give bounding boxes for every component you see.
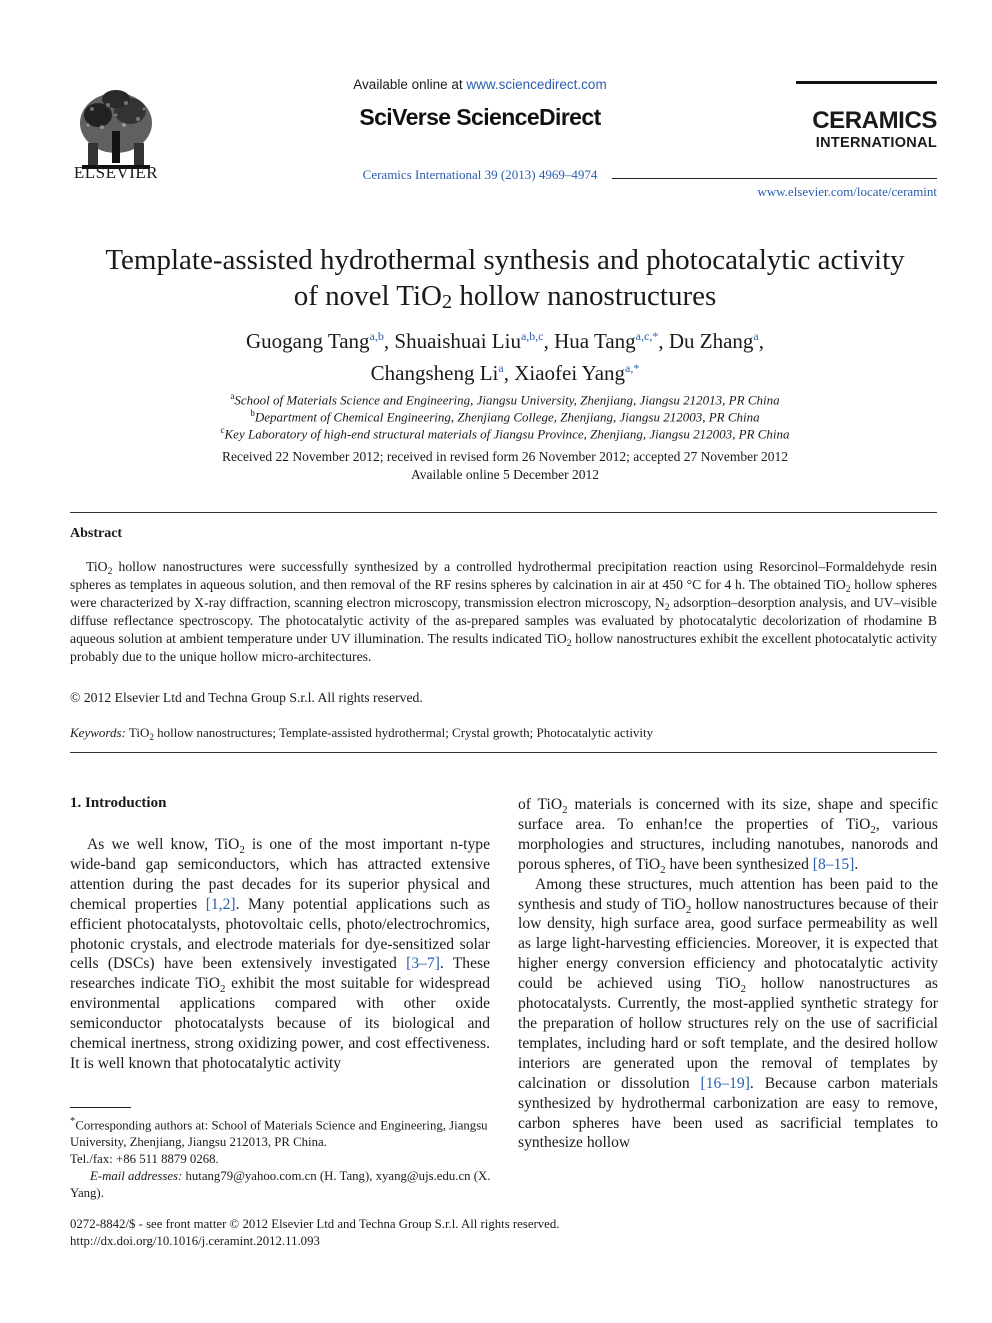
email-label: E-mail addresses: bbox=[90, 1169, 183, 1184]
sciencedirect-link[interactable]: www.sciencedirect.com bbox=[466, 77, 607, 92]
available-online-label: Available online at bbox=[353, 77, 467, 92]
affiliation-key: c bbox=[220, 425, 225, 435]
author-name: Hua Tang bbox=[554, 329, 636, 353]
author-name: Guogang Tang bbox=[246, 329, 370, 353]
author-separator: , bbox=[503, 361, 515, 385]
paragraph bbox=[70, 835, 490, 1074]
subscript: 2 bbox=[566, 638, 572, 649]
citation-link[interactable]: [8–15] bbox=[812, 855, 855, 873]
doi-link[interactable]: http://dx.doi.org/10.1016/j.ceramint.2012.11.093 bbox=[70, 1234, 320, 1248]
text-seg: is one of the most important n-type wide-band gap semiconductors, which has attracted extensive attention during the past decades for its superior physical and chemical properties bbox=[70, 836, 490, 913]
author-affiliation-link[interactable]: a,c,* bbox=[635, 329, 659, 343]
paragraph bbox=[518, 795, 938, 875]
citation-link[interactable]: [3–7] bbox=[406, 955, 440, 973]
subscript: 2 bbox=[107, 566, 113, 577]
author-name: Changsheng Li bbox=[370, 361, 499, 385]
affiliation-c bbox=[90, 422, 920, 442]
author-affiliation-link[interactable]: a bbox=[498, 361, 504, 375]
author-affiliation-link[interactable]: a bbox=[753, 329, 759, 343]
footnote-line bbox=[70, 1113, 492, 1151]
article-history bbox=[90, 448, 920, 484]
journal-reference-link[interactable]: Ceramics International 39 (2013) 4969–4974 bbox=[362, 167, 598, 182]
body-column-right bbox=[518, 795, 938, 1153]
affiliation-text: Key Laboratory of high-end structural materials of Jiangsu Province, Zhenjiang, Jiangsu 212003, PR China bbox=[224, 426, 790, 442]
text-seg: , various morphologies and structures, including nanotubes, nanorods and porous spheres, of TiO bbox=[518, 815, 939, 873]
author-affiliation-link[interactable]: a,b bbox=[369, 329, 384, 343]
email-addresses: hutang79@yahoo.com.cn (H. Tang), xyang@ujs.edu.cn (X. Yang). bbox=[70, 1169, 491, 1201]
subscript: 2 bbox=[562, 804, 568, 816]
author-separator: , bbox=[383, 329, 395, 353]
abstract-top-rule bbox=[70, 512, 937, 513]
text-seg: of TiO bbox=[518, 796, 563, 813]
affiliation-text: Department of Chemical Engineering, Zhenjiang College, Zhenjiang, Jiangsu 212003, PR China bbox=[254, 409, 760, 425]
page-footer bbox=[70, 1216, 930, 1250]
journal-homepage-link[interactable]: www.elsevier.com/locate/ceramint bbox=[757, 184, 937, 199]
text-seg: . Many potential applications such as efficient photocatalysts, photovoltaic cells, photo/electrochromics, photonic crystals, and electrode materials for dye-sensitized solar cells (DSCs) have been extensively investigated bbox=[70, 895, 490, 973]
text-seg: have been synthesized bbox=[665, 855, 813, 873]
body-column-left bbox=[70, 835, 490, 1074]
section-heading: 1. Introduction bbox=[70, 795, 167, 811]
history-received: Received 22 November 2012; received in revised form 26 November 2012; accepted 27 November 2012 bbox=[221, 449, 789, 464]
author-affiliation-link[interactable]: a,* bbox=[625, 361, 640, 375]
author-separator: , bbox=[543, 329, 555, 353]
title-line-2b: hollow nanostructures bbox=[452, 280, 717, 312]
citation-link[interactable]: [16–19] bbox=[700, 1074, 750, 1092]
citation-link[interactable]: [1,2] bbox=[205, 895, 236, 913]
text-seg: As we well know, TiO bbox=[87, 836, 240, 853]
author-separator: , bbox=[658, 329, 669, 353]
text-seg: hollow nanostructures because of their low density, high surface area, good surface permeability as well as large light-harvesting efficiencies. Moreover, it is expected that higher energy conversion efficiency and photocatalytic activity could be achieved using TiO bbox=[518, 895, 938, 993]
text-seg: . bbox=[854, 855, 859, 873]
title-line-1: Template-assisted hydrothermal synthesis and photocatalytic activity bbox=[105, 244, 905, 276]
author-list bbox=[90, 323, 920, 387]
publisher-name: ELSEVIER bbox=[73, 163, 159, 182]
keywords-seg: hollow nanostructures; Template-assisted hydrothermal; Crystal growth; Photocatalytic activity bbox=[153, 725, 654, 740]
footnote-line bbox=[70, 1168, 492, 1202]
subscript: 2 bbox=[660, 863, 666, 876]
header-divider bbox=[612, 178, 937, 179]
journal-brand-subtitle: INTERNATIONAL bbox=[815, 135, 937, 151]
footnote-rule bbox=[70, 1107, 131, 1108]
journal-brand-rule bbox=[796, 81, 937, 84]
keywords-seg: TiO bbox=[125, 725, 150, 740]
abstract-seg: TiO bbox=[86, 559, 108, 574]
abstract-bottom-rule bbox=[70, 752, 937, 753]
footnote-text: Corresponding authors at: School of Materials Science and Engineering, Jiangsu University, Zhenjiang, Jiangsu 212013, PR China. bbox=[70, 1118, 488, 1150]
author-name: Xiaofei Yang bbox=[514, 361, 626, 385]
subscript: 2 bbox=[870, 823, 876, 836]
subscript: 2 bbox=[740, 983, 746, 996]
text-seg: exhibit the most suitable for widespread environmental applications compared with other oxide semiconductor photocatalysts because of its biological and chemical inertness, strong oxidizing power, and cost effectiveness. It is well known that photocatalytic activity bbox=[70, 975, 490, 1072]
subscript: 2 bbox=[149, 732, 154, 742]
text-seg: Among these structures, much attention has been paid to the synthesis and study of TiO bbox=[518, 875, 938, 913]
abstract-seg: adsorption–desorption analysis, and UV–visible diffuse reflectance spectroscopy. The photocatalytic activity of the as-prepared samples was evaluated by photocatalytic decolorization of rhodamine B aqueous solution at ambient temperature under UV illumination. The results indicated TiO bbox=[70, 595, 938, 646]
subscript: 2 bbox=[219, 983, 226, 996]
history-online: Available online 5 December 2012 bbox=[411, 467, 599, 482]
footnote-text: Tel./fax: +86 511 8879 0268. bbox=[70, 1152, 219, 1167]
corresponding-author-footnote bbox=[70, 1113, 492, 1202]
article-title bbox=[60, 242, 950, 314]
platform-logo: SciVerse ScienceDirect bbox=[359, 104, 601, 130]
journal-brand-title: CERAMICS bbox=[812, 107, 937, 134]
abstract-seg: hollow spheres were characterized by X-ray diffraction, scanning electron microscopy, transmission electron microscopy, N bbox=[70, 577, 937, 610]
abstract-copyright: © 2012 Elsevier Ltd and Techna Group S.r.l. All rights reserved. bbox=[70, 690, 423, 705]
keywords-label: Keywords: bbox=[70, 725, 126, 740]
text-seg: hollow nanostructures as photocatalysts. Currently, the most-applied synthetic strategy for the preparation of hollow structures rely on the use of sacrificial templates, including hard or soft template, and the desired hollow interiors are generated upon the removal of templates by calcination or dissolution bbox=[518, 975, 939, 1092]
affiliation-key: a bbox=[230, 391, 235, 401]
affiliation-text: School of Materials Science and Engineering, Jiangsu University, Zhenjiang, Jiangsu 212013, PR China bbox=[234, 392, 780, 408]
author-affiliation-link[interactable]: a,b,c bbox=[520, 329, 544, 343]
available-online bbox=[320, 77, 640, 92]
title-subscript: 2 bbox=[441, 291, 453, 313]
author-separator: , bbox=[758, 329, 764, 353]
abstract-seg: hollow nanostructures exhibit the excellent photocatalytic activity probably due to the unique hollow micro-architectures. bbox=[70, 631, 938, 664]
abstract-text bbox=[70, 558, 937, 666]
subscript: 2 bbox=[664, 602, 670, 613]
paragraph bbox=[518, 875, 938, 1154]
title-line-2a: of novel TiO bbox=[293, 280, 442, 312]
text-seg: . These researches indicate TiO bbox=[70, 955, 491, 993]
author-name: Du Zhang bbox=[668, 329, 754, 353]
abstract-heading: Abstract bbox=[70, 526, 123, 541]
footnote-line bbox=[70, 1151, 492, 1168]
author-name: Shuaishuai Liu bbox=[394, 329, 521, 353]
text-seg: materials is concerned with its size, shape and specific surface area. To enhan!ce the properties of TiO bbox=[518, 796, 938, 833]
abstract-seg: hollow nanostructures were successfully synthesized by a controlled hydrothermal precipitation reaction using Resorcinol–Formaldehyde resin spheres as templates in aqueous solution, and then removal of the RF resins spheres by calcination in air at 450 °C for 4 h. The obtained TiO bbox=[70, 559, 937, 592]
text-seg: . Because carbon materials synthesized by hydrothermal carbonization are easy to remove, carbon spheres have been used as sacrificial templates to synthesize hollow bbox=[518, 1074, 939, 1152]
footnote-star: * bbox=[70, 1116, 76, 1127]
subscript: 2 bbox=[685, 903, 692, 916]
affiliation-key: b bbox=[250, 408, 255, 418]
keywords bbox=[70, 724, 937, 742]
issn-line: 0272-8842/$ - see front matter © 2012 Elsevier Ltd and Techna Group S.r.l. All rights reserved. bbox=[70, 1217, 560, 1231]
subscript: 2 bbox=[239, 844, 245, 856]
subscript: 2 bbox=[845, 584, 851, 595]
